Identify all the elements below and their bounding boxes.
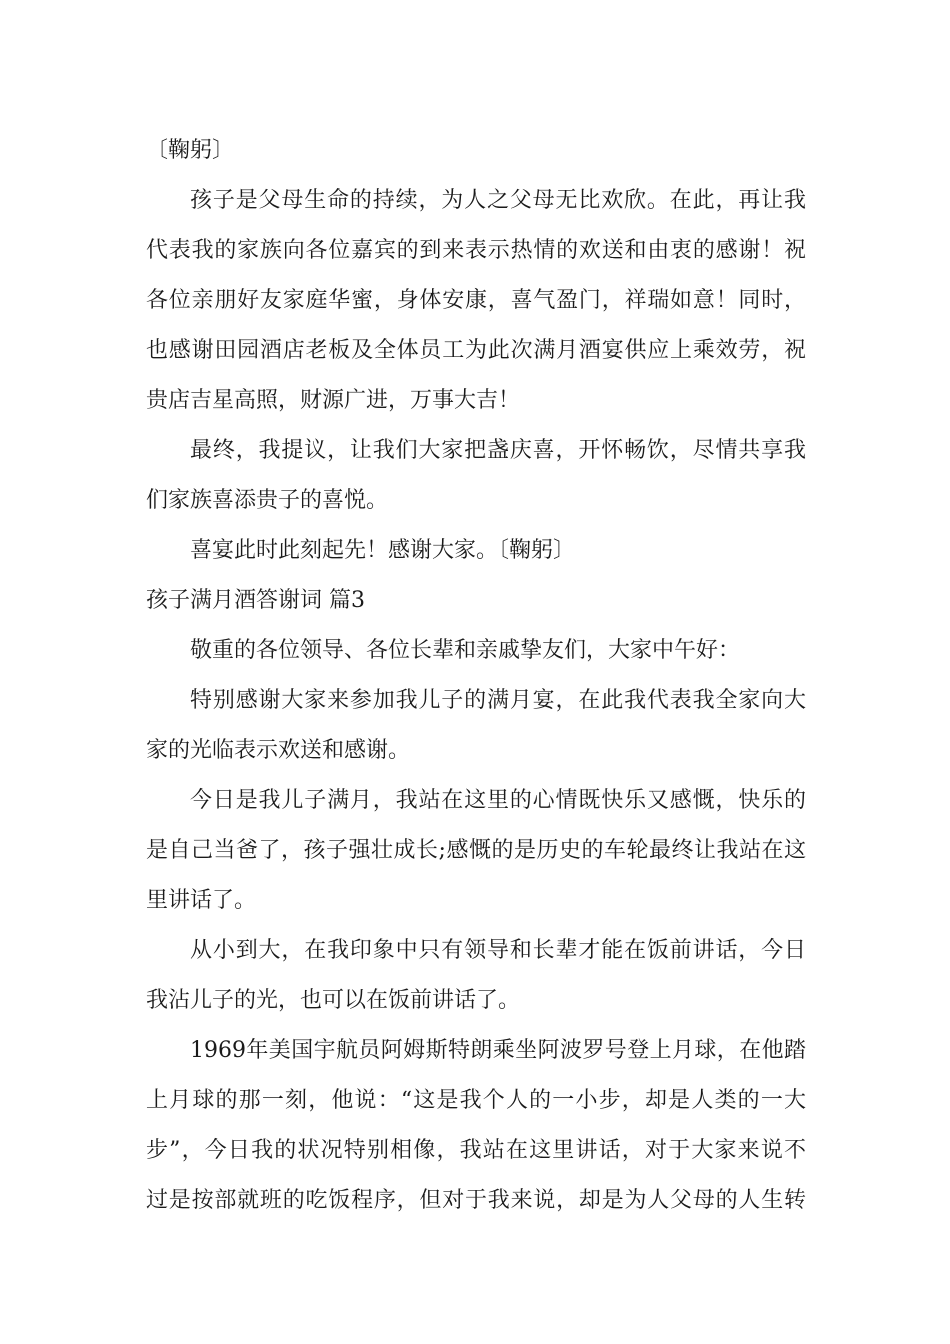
paragraph-line: 今日是我儿子满月，我站在这里的心情既快乐又感慨，快乐的: [190, 788, 806, 813]
paragraph-line: 各位亲朋好友家庭华蜜，身体安康，喜气盈门，祥瑞如意！同时，: [146, 288, 806, 313]
paragraph-line: 1969年美国宇航员阿姆斯特朗乘坐阿波罗号登上月球，在他踏: [190, 1038, 806, 1063]
paragraph-line: 贵店吉星高照，财源广进，万事大吉！: [146, 388, 521, 413]
paragraph-line: 步”，今日我的状况特别相像，我站在这里讲话，对于大家来说不: [146, 1138, 806, 1163]
paragraph-line: 特别感谢大家来参加我儿子的满月宴，在此我代表我全家向大: [190, 688, 806, 713]
paragraph-line: 从小到大，在我印象中只有领导和长辈才能在饭前讲话，今日: [190, 938, 806, 963]
section-heading: 孩子满月酒答谢词 篇3: [146, 588, 365, 613]
paragraph-line: 我沾儿子的光，也可以在饭前讲话了。: [146, 988, 521, 1013]
paragraph-line: 也感谢田园酒店老板及全体员工为此次满月酒宴供应上乘效劳，祝: [146, 338, 806, 363]
paragraph-line: 家的光临表示欢送和感谢。: [146, 738, 411, 763]
paragraph-line: 代表我的家族向各位嘉宾的到来表示热情的欢送和由衷的感谢！祝: [146, 238, 806, 263]
paragraph-line: 里讲话了。: [146, 888, 257, 913]
paragraph-line: 们家族喜添贵子的喜悦。: [146, 488, 389, 513]
text-line: 〔鞠躬〕: [146, 138, 235, 163]
paragraph-line: 过是按部就班的吃饭程序，但对于我来说，却是为人父母的人生转: [146, 1188, 806, 1213]
paragraph-line: 上月球的那一刻，他说：“这是我个人的一小步，却是人类的一大: [146, 1088, 806, 1113]
paragraph-line: 孩子是父母生命的持续，为人之父母无比欢欣。在此，再让我: [190, 188, 806, 213]
salutation-line: 敬重的各位领导、各位长辈和亲戚挚友们，大家中午好：: [190, 638, 741, 663]
paragraph-line: 最终，我提议，让我们大家把盏庆喜，开怀畅饮，尽情共享我: [190, 438, 806, 463]
paragraph-line: 喜宴此时此刻起先！感谢大家。〔鞠躬〕: [190, 538, 576, 563]
paragraph-line: 是自己当爸了，孩子强壮成长;感慨的是历史的车轮最终让我站在这: [146, 838, 806, 863]
